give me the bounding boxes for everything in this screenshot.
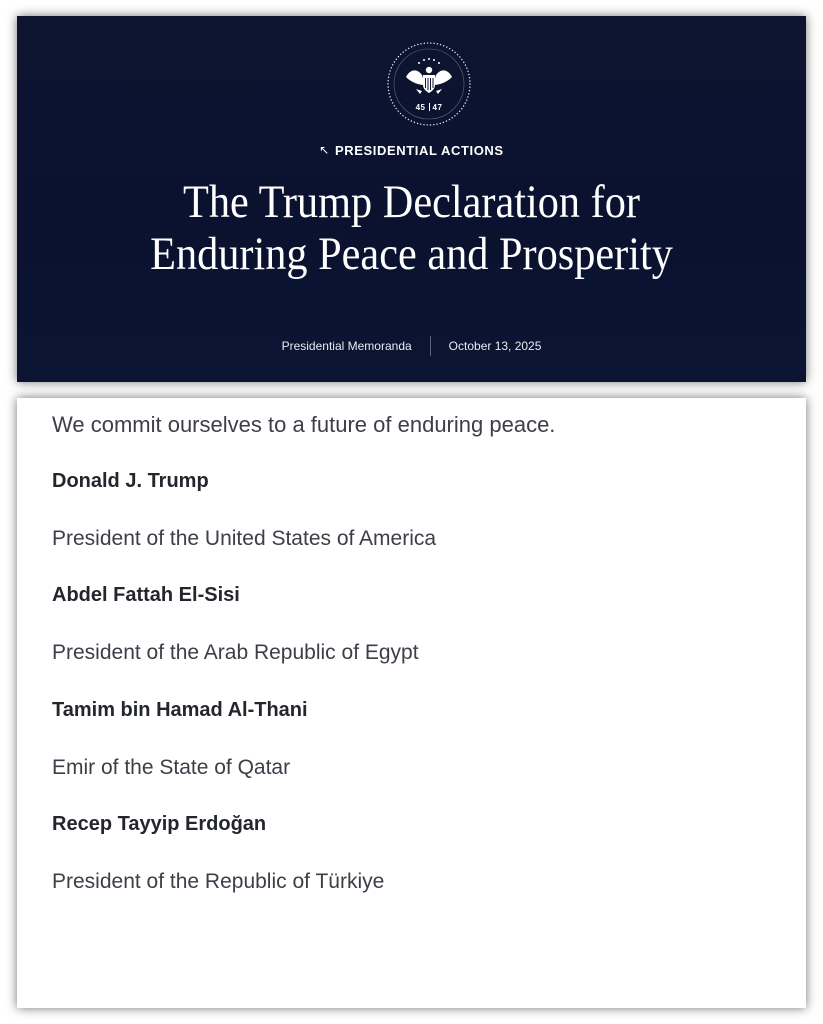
article-meta	[17, 336, 806, 356]
page-title-line-1: The Trump Declaration for	[182, 176, 640, 228]
meta-divider	[430, 336, 431, 356]
arrow-up-left-icon: ↖	[319, 143, 330, 157]
seal-numbers	[386, 103, 472, 112]
declaration-body	[17, 398, 806, 1008]
signatory-title: President of the United States of America	[52, 527, 437, 550]
presidential-actions-link[interactable]	[17, 143, 806, 158]
signatory-title: President of the Arab Republic of Egypt	[52, 641, 419, 664]
signatory-name: Tamim bin Hamad Al-Thani	[52, 699, 308, 721]
seal-right-number: 47	[432, 103, 443, 112]
signatory-title: President of the Republic of Türkiye	[52, 870, 385, 893]
intro-statement: We commit ourselves to a future of enduring peace.	[52, 412, 556, 437]
page-title-line-2: Enduring Peace and Prosperity	[150, 228, 673, 280]
signatory-title: Emir of the State of Qatar	[52, 756, 291, 779]
header-banner	[17, 16, 806, 382]
eagle-seal-icon	[386, 41, 472, 127]
signatory-name: Abdel Fattah El-Sisi	[52, 584, 240, 606]
page-title	[92, 176, 730, 280]
seal-number-divider	[429, 103, 430, 111]
section-label: PRESIDENTIAL ACTIONS	[334, 143, 504, 158]
signatory-name: Donald J. Trump	[52, 470, 209, 492]
publish-date: October 13, 2025	[448, 339, 542, 353]
category-link[interactable]: Presidential Memoranda	[281, 339, 412, 353]
signatory-name: Recep Tayyip Erdoğan	[52, 813, 267, 835]
seal-left-number: 45	[415, 103, 426, 112]
presidential-seal-logo[interactable]	[386, 41, 472, 127]
